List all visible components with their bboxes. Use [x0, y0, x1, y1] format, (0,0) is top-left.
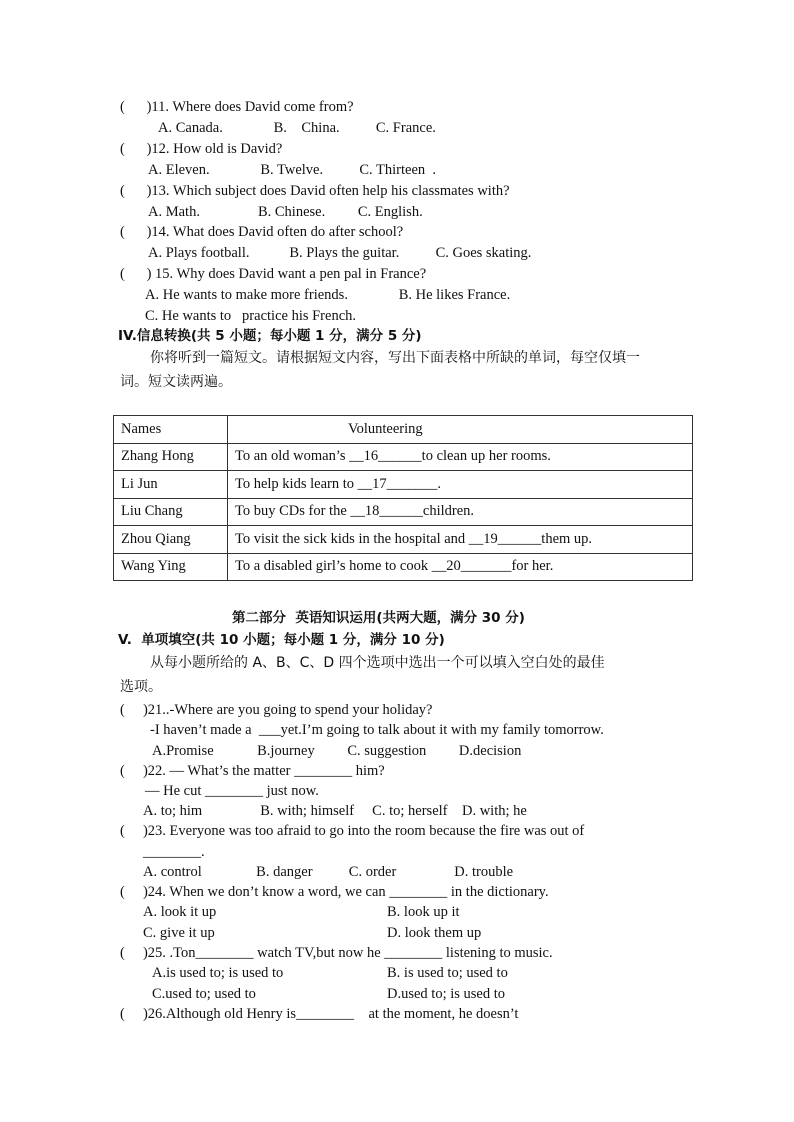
row-text-pre: To help kids learn to — [235, 475, 358, 492]
answer-blank-17[interactable]: __17_______ — [357, 475, 438, 492]
question-21-options: A.Promise B.journey C. suggestion D.decision — [152, 743, 522, 759]
question-22-options: A. to; him B. with; himself C. to; herself D. with; he — [143, 803, 527, 819]
row-text-post: to clean up her rooms. — [421, 448, 551, 465]
row-name: Liu Chang — [114, 498, 228, 526]
question-23-options: A. control B. danger C. order D. trouble — [143, 864, 514, 880]
answer-blank-19[interactable]: __19______ — [468, 530, 542, 547]
question-25-option-b: B. is used to; used to — [387, 965, 508, 981]
row-volunteering — [228, 443, 693, 471]
table-row — [114, 526, 693, 554]
row-volunteering — [228, 471, 693, 499]
table-row — [114, 443, 693, 471]
question-25-option-a: A.is used to; is used to — [152, 965, 284, 981]
question-24-option-b: B. look up it — [387, 904, 460, 920]
question-12: ( )12. How old is David? — [120, 141, 283, 157]
section-4-instruction-line-2: 词。短文读两遍。 — [120, 374, 232, 390]
row-text-post: . — [437, 475, 441, 492]
table-row — [114, 553, 693, 581]
row-name: Li Jun — [114, 471, 228, 499]
question-23-line-2: ________. — [143, 844, 205, 860]
section-4-instruction-line-1: 你将听到一篇短文。请根据短文内容，写出下面表格中所缺的单词，每空仅填一 — [150, 350, 640, 366]
question-13-options: A. Math. B. Chinese. C. English. — [148, 204, 423, 220]
question-11-options: A. Canada. B. China. C. France. — [158, 120, 436, 136]
section-5-instruction-line-1: 从每小题所给的 A、B、C、D 四个选项中选出一个可以填入空白处的最佳 — [150, 655, 605, 671]
row-name: Zhang Hong — [114, 443, 228, 471]
table-row — [114, 471, 693, 499]
question-21-line-1: ( )21..-Where are you going to spend your holiday? — [120, 702, 433, 718]
row-text-pre: To an old woman’s — [235, 448, 350, 465]
question-21-line-2: -I haven’t made a ___yet.I’m going to talk about it with my family tomorrow. — [150, 722, 604, 738]
answer-blank-18[interactable]: __18______ — [350, 503, 423, 520]
question-23-line-1: ( )23. Everyone was too afraid to go into the room because the fire was out of — [120, 823, 585, 839]
header-names: Names — [114, 416, 228, 444]
question-14: ( )14. What does David often do after school? — [120, 224, 404, 240]
row-text-post: children. — [422, 503, 475, 520]
question-25: ( )25. .Ton________ watch TV,but now he ________ listening to music. — [120, 945, 553, 961]
question-22-line-1: ( )22. — What’s the matter ________ him? — [120, 763, 385, 779]
answer-blank-20[interactable]: __20_______ — [431, 558, 512, 575]
row-text-pre: To visit the sick kids in the hospital and — [235, 530, 469, 547]
question-26: ( )26.Although old Henry is________ at the moment, he doesn’t — [120, 1006, 519, 1022]
row-text-pre: To a disabled girl’s home to cook — [235, 558, 432, 575]
answer-blank-16[interactable]: __16______ — [349, 448, 422, 465]
row-volunteering — [228, 553, 693, 581]
table-row — [114, 498, 693, 526]
row-name: Zhou Qiang — [114, 526, 228, 554]
table-header-row — [114, 416, 693, 444]
question-22-line-2: — He cut ________ just now. — [145, 783, 319, 799]
question-14-options: A. Plays football. B. Plays the guitar. C. Goes skating. — [148, 245, 532, 261]
question-25-option-d: D.used to; is used to — [387, 986, 506, 1002]
volunteering-table — [113, 415, 693, 581]
question-24-option-d: D. look them up — [387, 925, 482, 941]
question-12-options: A. Eleven. B. Twelve. C. Thirteen . — [148, 162, 437, 178]
question-24: ( )24. When we don’t know a word, we can ________ in the dictionary. — [120, 884, 549, 900]
part-2-title: 第二部分 英语知识运用(共两大题，满分 30 分) — [232, 610, 525, 626]
row-text-pre: To buy CDs for the — [235, 503, 351, 520]
row-text-post: them up. — [541, 530, 593, 547]
row-name: Wang Ying — [114, 553, 228, 581]
question-13: ( )13. Which subject does David often help his classmates with? — [120, 183, 510, 199]
question-24-option-a: A. look it up — [143, 904, 217, 920]
section-4-heading: IV.信息转换(共 5 小题；每小题 1 分，满分 5 分) — [118, 328, 422, 344]
question-24-option-c: C. give it up — [143, 925, 215, 941]
section-5-instruction-line-2: 选项。 — [120, 679, 162, 695]
row-volunteering — [228, 526, 693, 554]
section-5-heading: V. 单项填空(共 10 小题；每小题 1 分，满分 10 分) — [118, 632, 445, 648]
header-volunteering: Volunteering — [228, 416, 693, 444]
question-11: ( )11. Where does David come from? — [120, 99, 354, 115]
question-15-option-c: C. He wants to practice his French. — [145, 308, 357, 324]
row-text-post: for her. — [511, 558, 554, 575]
question-15-options-ab: A. He wants to make more friends. B. He likes France. — [145, 287, 511, 303]
question-15: ( ) 15. Why does David want a pen pal in France? — [120, 266, 427, 282]
question-25-option-c: C.used to; used to — [152, 986, 256, 1002]
row-volunteering — [228, 498, 693, 526]
